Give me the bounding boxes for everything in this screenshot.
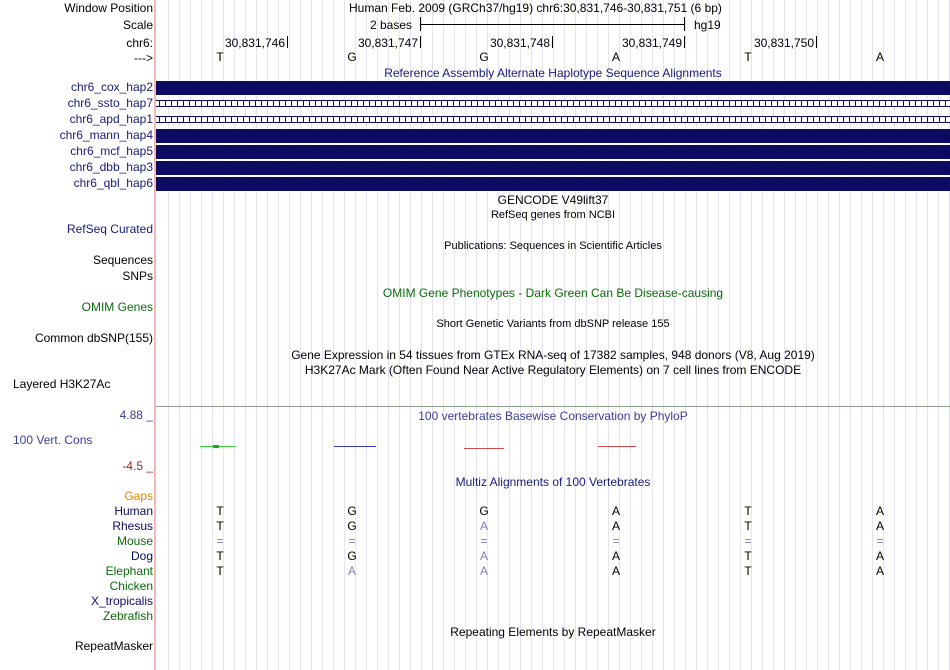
alignment-base: T xyxy=(744,549,752,563)
alignment-base: G xyxy=(347,504,357,518)
hap-track-label[interactable]: chr6_dbb_hap3 xyxy=(69,160,153,174)
alignment-base: = xyxy=(480,534,488,548)
species-label[interactable]: Dog xyxy=(130,549,153,563)
hap-track-label[interactable]: chr6_qbl_hap6 xyxy=(73,176,153,190)
reference-base: G xyxy=(347,50,357,64)
window-position-value: Human Feb. 2009 (GRCh37/hg19) chr6:30,831,746-30,831,751 (6 bp) xyxy=(349,1,722,15)
hap-alignment-bar[interactable] xyxy=(156,81,950,95)
reference-base: A xyxy=(875,50,884,64)
phylop-top-line xyxy=(156,406,950,407)
hap-alignment-bar[interactable] xyxy=(156,161,950,175)
alignment-base: T xyxy=(744,564,752,578)
scale-label: Scale xyxy=(122,18,153,32)
species-label[interactable]: Mouse xyxy=(116,534,153,548)
hap-track-label[interactable]: chr6_cox_hap2 xyxy=(70,80,153,94)
ruler-tick xyxy=(287,36,288,48)
hap-alignment-bar[interactable] xyxy=(156,145,950,159)
phylop-min-value: -4.5 _ xyxy=(122,459,153,473)
ruler-tick xyxy=(816,36,817,48)
refseq-track-label[interactable]: RefSeq Curated xyxy=(66,222,153,236)
alignment-base: T xyxy=(216,564,224,578)
h3k27ac-track-title[interactable]: H3K27Ac Mark (Often Found Near Active Regulatory Elements) on 7 cell lines from ENCODE xyxy=(304,363,802,377)
species-label[interactable]: X_tropicalis xyxy=(90,594,153,608)
ruler-tick xyxy=(420,36,421,48)
window-position-label: Window Position xyxy=(64,1,153,15)
omim-track-title[interactable]: OMIM Gene Phenotypes - Dark Green Can Be Disease-causing xyxy=(382,286,724,300)
alignment-base: A xyxy=(611,519,620,533)
phylop-track-title[interactable]: 100 vertebrates Basewise Conservation by PhyloP xyxy=(418,409,688,423)
alignment-base: A xyxy=(875,549,884,563)
ruler-position-label: 30,831,747 xyxy=(357,36,418,50)
alignment-base: = xyxy=(216,534,224,548)
alignment-base: T xyxy=(216,549,224,563)
scale-value: 2 bases xyxy=(370,18,413,32)
phylop-signal-2 xyxy=(334,446,376,447)
alignment-base: A xyxy=(875,564,884,578)
refseq-track-subtitle[interactable]: RefSeq genes from NCBI xyxy=(490,209,616,221)
alignment-base: T xyxy=(216,519,224,533)
hap-track-label[interactable]: chr6_mcf_hap5 xyxy=(70,144,153,158)
alignment-base: T xyxy=(216,504,224,518)
repeatmasker-track-title[interactable]: Repeating Elements by RepeatMasker xyxy=(450,625,656,639)
hap-alignment-bar[interactable] xyxy=(156,129,950,143)
dbsnp-track-title[interactable]: Short Genetic Variants from dbSNP release 155 xyxy=(436,318,670,330)
species-label[interactable]: Human xyxy=(114,504,153,518)
ruler-tick xyxy=(552,36,553,48)
phylop-track-label[interactable]: 100 Vert. Cons xyxy=(13,433,93,447)
alignment-base: A xyxy=(479,519,488,533)
alignment-base: A xyxy=(479,564,488,578)
alignment-base: A xyxy=(347,564,356,578)
reference-base: A xyxy=(611,50,620,64)
hap-track-label[interactable]: chr6_ssto_hap7 xyxy=(67,96,153,110)
ruler-position-label: 30,831,749 xyxy=(621,36,682,50)
publications-track-title[interactable]: Publications: Sequences in Scientific Articles xyxy=(444,240,662,252)
alignment-base: = xyxy=(348,534,356,548)
hap-alignment-bar[interactable] xyxy=(156,116,950,123)
alignment-base: G xyxy=(347,549,357,563)
phylop-signal-3 xyxy=(464,448,504,449)
hap-track-title[interactable]: Reference Assembly Alternate Haplotype Sequence Alignments xyxy=(384,66,722,80)
gencode-track-title[interactable]: GENCODE V49lift37 xyxy=(497,193,609,207)
sequences-track-label[interactable]: Sequences xyxy=(92,253,153,267)
alignment-base: G xyxy=(347,519,357,533)
species-label[interactable]: Chicken xyxy=(109,579,153,593)
phylop-max-value: 4.88 _ xyxy=(119,408,153,422)
species-label[interactable]: Zebrafish xyxy=(102,609,153,623)
ruler-position-label: 30,831,750 xyxy=(753,36,814,50)
scale-db: hg19 xyxy=(694,18,721,32)
ruler-position-label: 30,831,748 xyxy=(489,36,550,50)
gtex-track-title[interactable]: Gene Expression in 54 tissues from GTEx RNA-seq of 17382 samples, 948 donors (V8, Aug 2019) xyxy=(291,348,815,362)
phylop-signal-1-peak xyxy=(213,445,219,448)
species-label[interactable]: Elephant xyxy=(105,564,153,578)
alignment-base: G xyxy=(479,504,489,518)
hap-track-label[interactable]: chr6_mann_hap4 xyxy=(59,128,153,142)
direction-label: ---> xyxy=(134,51,153,65)
chrom-label: chr6: xyxy=(126,36,153,50)
reference-base: G xyxy=(479,50,489,64)
h3k27ac-track-label[interactable]: Layered H3K27Ac xyxy=(13,377,111,391)
alignment-base: A xyxy=(875,519,884,533)
alignment-base: = xyxy=(876,534,884,548)
alignment-base: A xyxy=(479,549,488,563)
reference-base: T xyxy=(216,50,224,64)
species-label[interactable]: Rhesus xyxy=(112,519,153,533)
gaps-label: Gaps xyxy=(124,489,153,503)
multiz-track-title[interactable]: Multiz Alignments of 100 Vertebrates xyxy=(455,475,651,489)
ruler-tick xyxy=(684,36,685,48)
dbsnp-track-label[interactable]: Common dbSNP(155) xyxy=(34,331,153,345)
reference-base: T xyxy=(744,50,752,64)
alignment-base: T xyxy=(744,504,752,518)
scale-bar xyxy=(420,24,684,25)
repeatmasker-track-label[interactable]: RepeatMasker xyxy=(74,639,153,653)
alignment-base: A xyxy=(611,504,620,518)
hap-track-label[interactable]: chr6_apd_hap1 xyxy=(69,112,153,126)
snps-track-label[interactable]: SNPs xyxy=(122,269,153,283)
alignment-base: = xyxy=(612,534,620,548)
alignment-base: T xyxy=(744,519,752,533)
phylop-signal-4 xyxy=(598,446,636,447)
alignment-base: A xyxy=(875,504,884,518)
alignment-base: A xyxy=(611,549,620,563)
hap-alignment-bar[interactable] xyxy=(156,100,950,107)
scale-bar-right xyxy=(684,17,685,31)
ruler-position-label: 30,831,746 xyxy=(224,36,285,50)
alignment-base: A xyxy=(611,564,620,578)
alignment-base: = xyxy=(744,534,752,548)
omim-track-label[interactable]: OMIM Genes xyxy=(81,300,153,314)
hap-alignment-bar[interactable] xyxy=(156,177,950,191)
